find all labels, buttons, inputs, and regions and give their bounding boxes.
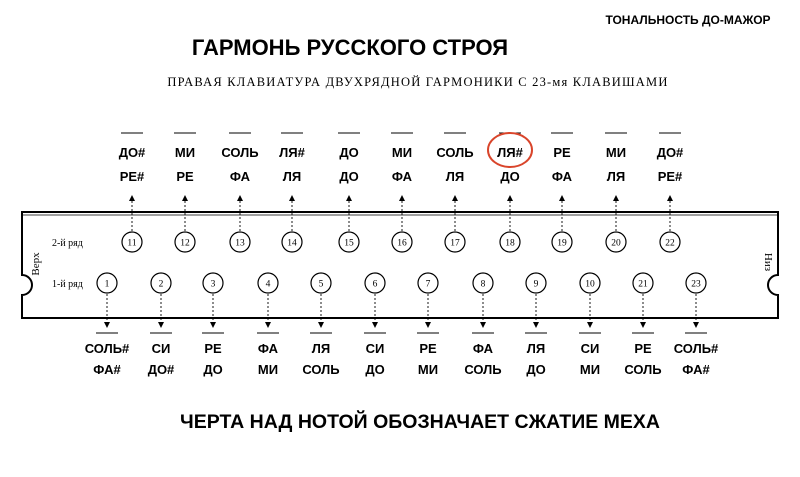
button-number: 19 bbox=[557, 238, 567, 249]
note-press: ЛЯ bbox=[311, 341, 331, 356]
note-press: ДО# bbox=[656, 145, 684, 160]
note-open: МИ bbox=[579, 362, 601, 377]
note-press: СИ bbox=[365, 341, 385, 356]
note-open: МИ bbox=[257, 362, 279, 377]
button-arrowhead bbox=[613, 195, 619, 201]
note-press: МИ bbox=[391, 145, 413, 160]
button-number: 18 bbox=[505, 238, 515, 249]
board-label-bottom: Низ bbox=[762, 252, 774, 272]
button-arrowhead bbox=[452, 195, 458, 201]
note-open: ФА# bbox=[93, 362, 121, 377]
button-arrowhead bbox=[289, 195, 295, 201]
note-open: ДО bbox=[500, 169, 520, 184]
note-open: СОЛЬ bbox=[624, 362, 662, 377]
note-open: СОЛЬ bbox=[464, 362, 502, 377]
button-arrowhead bbox=[210, 322, 216, 328]
note-open: ДО bbox=[526, 362, 546, 377]
note-press: СОЛЬ bbox=[221, 145, 259, 160]
button-number: 14 bbox=[287, 238, 297, 249]
button-arrowhead bbox=[533, 322, 539, 328]
page-subtitle: ПРАВАЯ КЛАВИАТУРА ДВУХРЯДНОЙ ГАРМОНИКИ С 23-мя КЛАВИШАМИ bbox=[167, 75, 669, 89]
button-number: 3 bbox=[210, 279, 216, 290]
button-arrowhead bbox=[158, 322, 164, 328]
button-arrowhead bbox=[399, 195, 405, 201]
note-open: СОЛЬ bbox=[302, 362, 340, 377]
button-number: 2 bbox=[158, 279, 164, 290]
note-open: ДО# bbox=[147, 362, 175, 377]
button-number: 4 bbox=[265, 279, 271, 290]
button-number: 16 bbox=[397, 238, 407, 249]
row1-label: 1-й ряд bbox=[52, 279, 83, 290]
note-press: ФА bbox=[472, 341, 494, 356]
note-press: ЛЯ bbox=[526, 341, 546, 356]
button-arrowhead bbox=[104, 322, 110, 328]
note-press: СИ bbox=[580, 341, 600, 356]
note-press: СОЛЬ# bbox=[673, 341, 719, 356]
note-press: РЕ bbox=[204, 341, 222, 356]
button-number: 6 bbox=[372, 279, 378, 290]
footer-note: ЧЕРТА НАД НОТОЙ ОБОЗНАЧАЕТ СЖАТИЕ МЕХА bbox=[180, 411, 660, 433]
button-number: 20 bbox=[611, 238, 621, 249]
button-number: 1 bbox=[104, 279, 110, 290]
button-arrowhead bbox=[507, 195, 513, 201]
note-press: ФА bbox=[257, 341, 279, 356]
note-open: РЕ# bbox=[119, 169, 145, 184]
button-number: 15 bbox=[344, 238, 354, 249]
note-open: ФА# bbox=[682, 362, 710, 377]
button-number: 5 bbox=[318, 279, 324, 290]
button-number: 12 bbox=[180, 238, 190, 249]
row2-label: 2-й ряд bbox=[52, 238, 83, 249]
note-press: СОЛЬ# bbox=[84, 341, 130, 356]
note-press: РЕ bbox=[634, 341, 652, 356]
button-number: 23 bbox=[691, 279, 701, 290]
button-arrowhead bbox=[640, 322, 646, 328]
button-arrowhead bbox=[237, 195, 243, 201]
note-open: РЕ bbox=[176, 169, 194, 184]
page-title: ГАРМОНЬ РУССКОГО СТРОЯ bbox=[191, 35, 509, 60]
button-number: 17 bbox=[450, 238, 460, 249]
button-arrowhead bbox=[372, 322, 378, 328]
button-arrowhead bbox=[346, 195, 352, 201]
button-number: 8 bbox=[480, 279, 486, 290]
button-number: 7 bbox=[425, 279, 431, 290]
button-number: 9 bbox=[533, 279, 539, 290]
note-open: ЛЯ bbox=[445, 169, 465, 184]
note-press: МИ bbox=[605, 145, 627, 160]
note-press: СИ bbox=[151, 341, 171, 356]
note-press: ЛЯ# bbox=[497, 145, 523, 160]
button-arrowhead bbox=[587, 322, 593, 328]
button-arrowhead bbox=[318, 322, 324, 328]
note-press: МИ bbox=[174, 145, 196, 160]
board-label-top: Верх bbox=[30, 252, 42, 276]
keyboard-board bbox=[22, 212, 778, 318]
button-arrowhead bbox=[129, 195, 135, 201]
key-signature-label: ТОНАЛЬНОСТЬ ДО-МАЖОР bbox=[605, 13, 771, 27]
note-press: ДО# bbox=[118, 145, 146, 160]
note-open: ФА bbox=[391, 169, 413, 184]
button-arrowhead bbox=[667, 195, 673, 201]
note-press: ЛЯ# bbox=[279, 145, 305, 160]
button-number: 10 bbox=[585, 279, 595, 290]
note-open: ФА bbox=[229, 169, 251, 184]
note-press: РЕ bbox=[419, 341, 437, 356]
button-arrowhead bbox=[693, 322, 699, 328]
row2-buttons bbox=[119, 133, 684, 252]
button-arrowhead bbox=[265, 322, 271, 328]
note-open: ЛЯ bbox=[606, 169, 626, 184]
note-press: СОЛЬ bbox=[436, 145, 474, 160]
note-press: ДО bbox=[339, 145, 359, 160]
note-open: ДО bbox=[365, 362, 385, 377]
button-arrowhead bbox=[480, 322, 486, 328]
button-number: 22 bbox=[665, 238, 675, 249]
note-open: МИ bbox=[417, 362, 439, 377]
button-number: 13 bbox=[235, 238, 245, 249]
note-open: ФА bbox=[551, 169, 573, 184]
note-open: РЕ# bbox=[657, 169, 683, 184]
note-open: ДО bbox=[339, 169, 359, 184]
note-press: РЕ bbox=[553, 145, 571, 160]
button-number: 21 bbox=[638, 279, 648, 290]
note-open: ЛЯ bbox=[282, 169, 302, 184]
row1-buttons bbox=[85, 273, 719, 377]
button-arrowhead bbox=[559, 195, 565, 201]
button-arrowhead bbox=[182, 195, 188, 201]
button-number: 11 bbox=[127, 238, 137, 249]
note-open: ДО bbox=[203, 362, 223, 377]
button-arrowhead bbox=[425, 322, 431, 328]
